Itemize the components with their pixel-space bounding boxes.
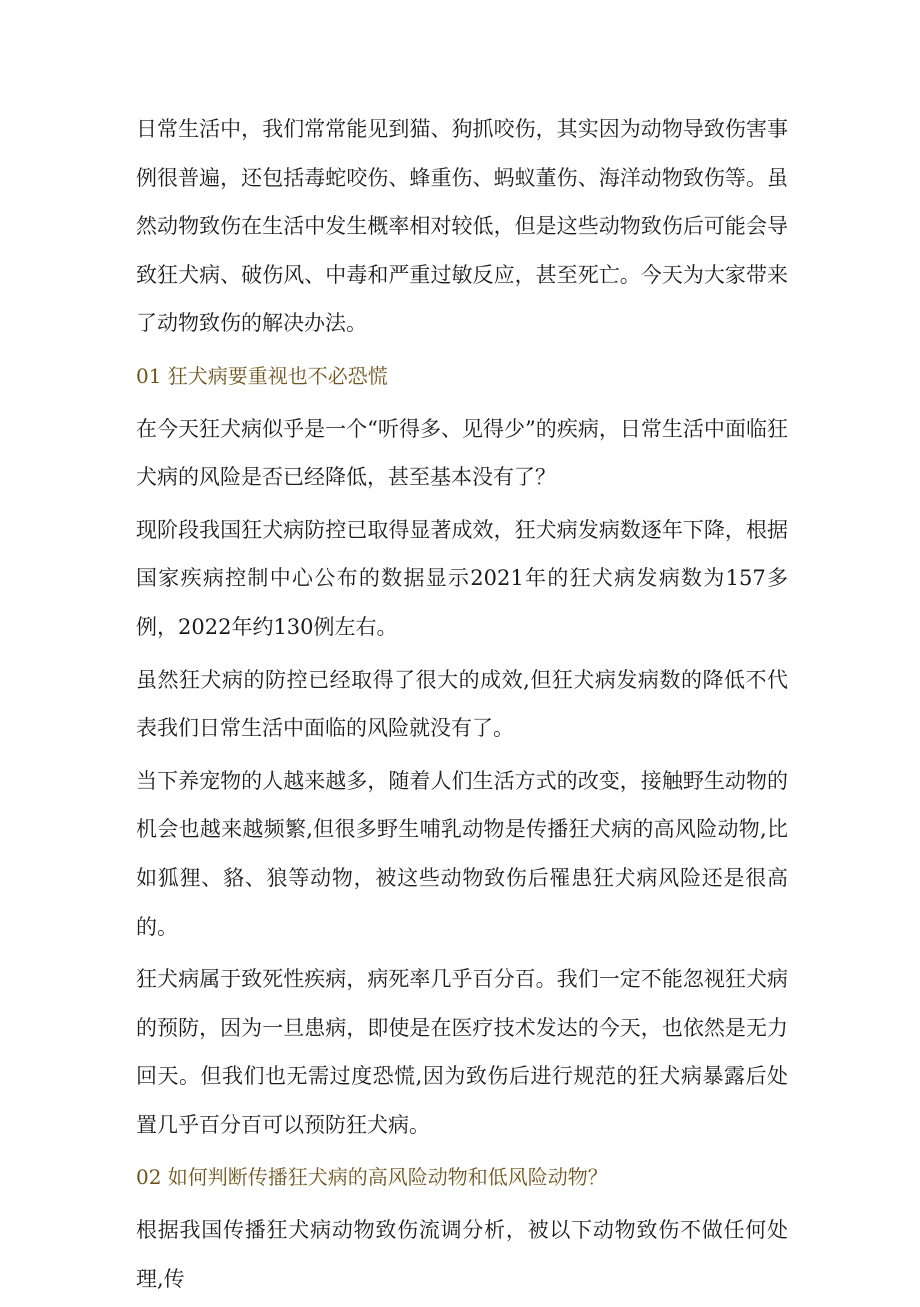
paragraph: 根据我国传播狂犬病动物致伤流调分析，被以下动物致伤不做任何处理,传 [136,1218,788,1291]
paragraph: 狂犬病属于致死性疾病，病死率几乎百分百。我们一定不能忽视狂犬病的预防，因为一旦患病，即使是在医疗技术发达的今天，也依然是无力回天。但我们也无需过度恐慌,因为致伤后进行规范的狂犬病暴露后处置几乎百分百可以预防狂犬病。 [136,967,788,1137]
paragraph: 当下养宠物的人越来越多，随着人们生活方式的改变，接触野生动物的机会也越来越频繁,但很多野生哺乳动物是传播狂犬病的高风险动物,比如狐狸、貉、狼等动物，被这些动物致伤后罹患狂犬病风险还是很高的。 [136,768,788,939]
section-heading-01: 01 狂犬病要重视也不必恐慌 [136,363,388,388]
intro-paragraph: 日常生活中，我们常常能见到猫、狗抓咬伤，其实因为动物导致伤害事例很普遍，还包括毒蛇咬伤、蜂重伤、蚂蚁董伤、海洋动物致伤等。虽然动物致伤在生活中发生概率相对较低，但是这些动物致伤后可能会导致狂犬病、破伤风、中毒和严重过敏反应，甚至死亡。今天为大家带来了动物致伤的解决办法。 [136,117,788,336]
document-body [136,105,788,1307]
paragraph: 在今天狂犬病似乎是一个“听得多、见得少”的疾病，日常生活中面临狂犬病的风险是否已经降低，甚至基本没有了？ [136,416,788,490]
paragraph: 现阶段我国狂犬病防控已取得显著成效，狂犬病发病数逐年下降，根据国家疾病控制中心公布的数据显示2021年的狂犬病发病数为157多例，2022年约130例左右。 [136,517,788,639]
paragraph: 虽然狂犬病的防控已经取得了很大的成效,但狂犬病发病数的降低不代表我们日常生活中面临的风险就没有了。 [136,667,788,741]
section-heading-02: 02 如何判断传播狂犬病的高风险动物和低风险动物？ [136,1165,608,1190]
